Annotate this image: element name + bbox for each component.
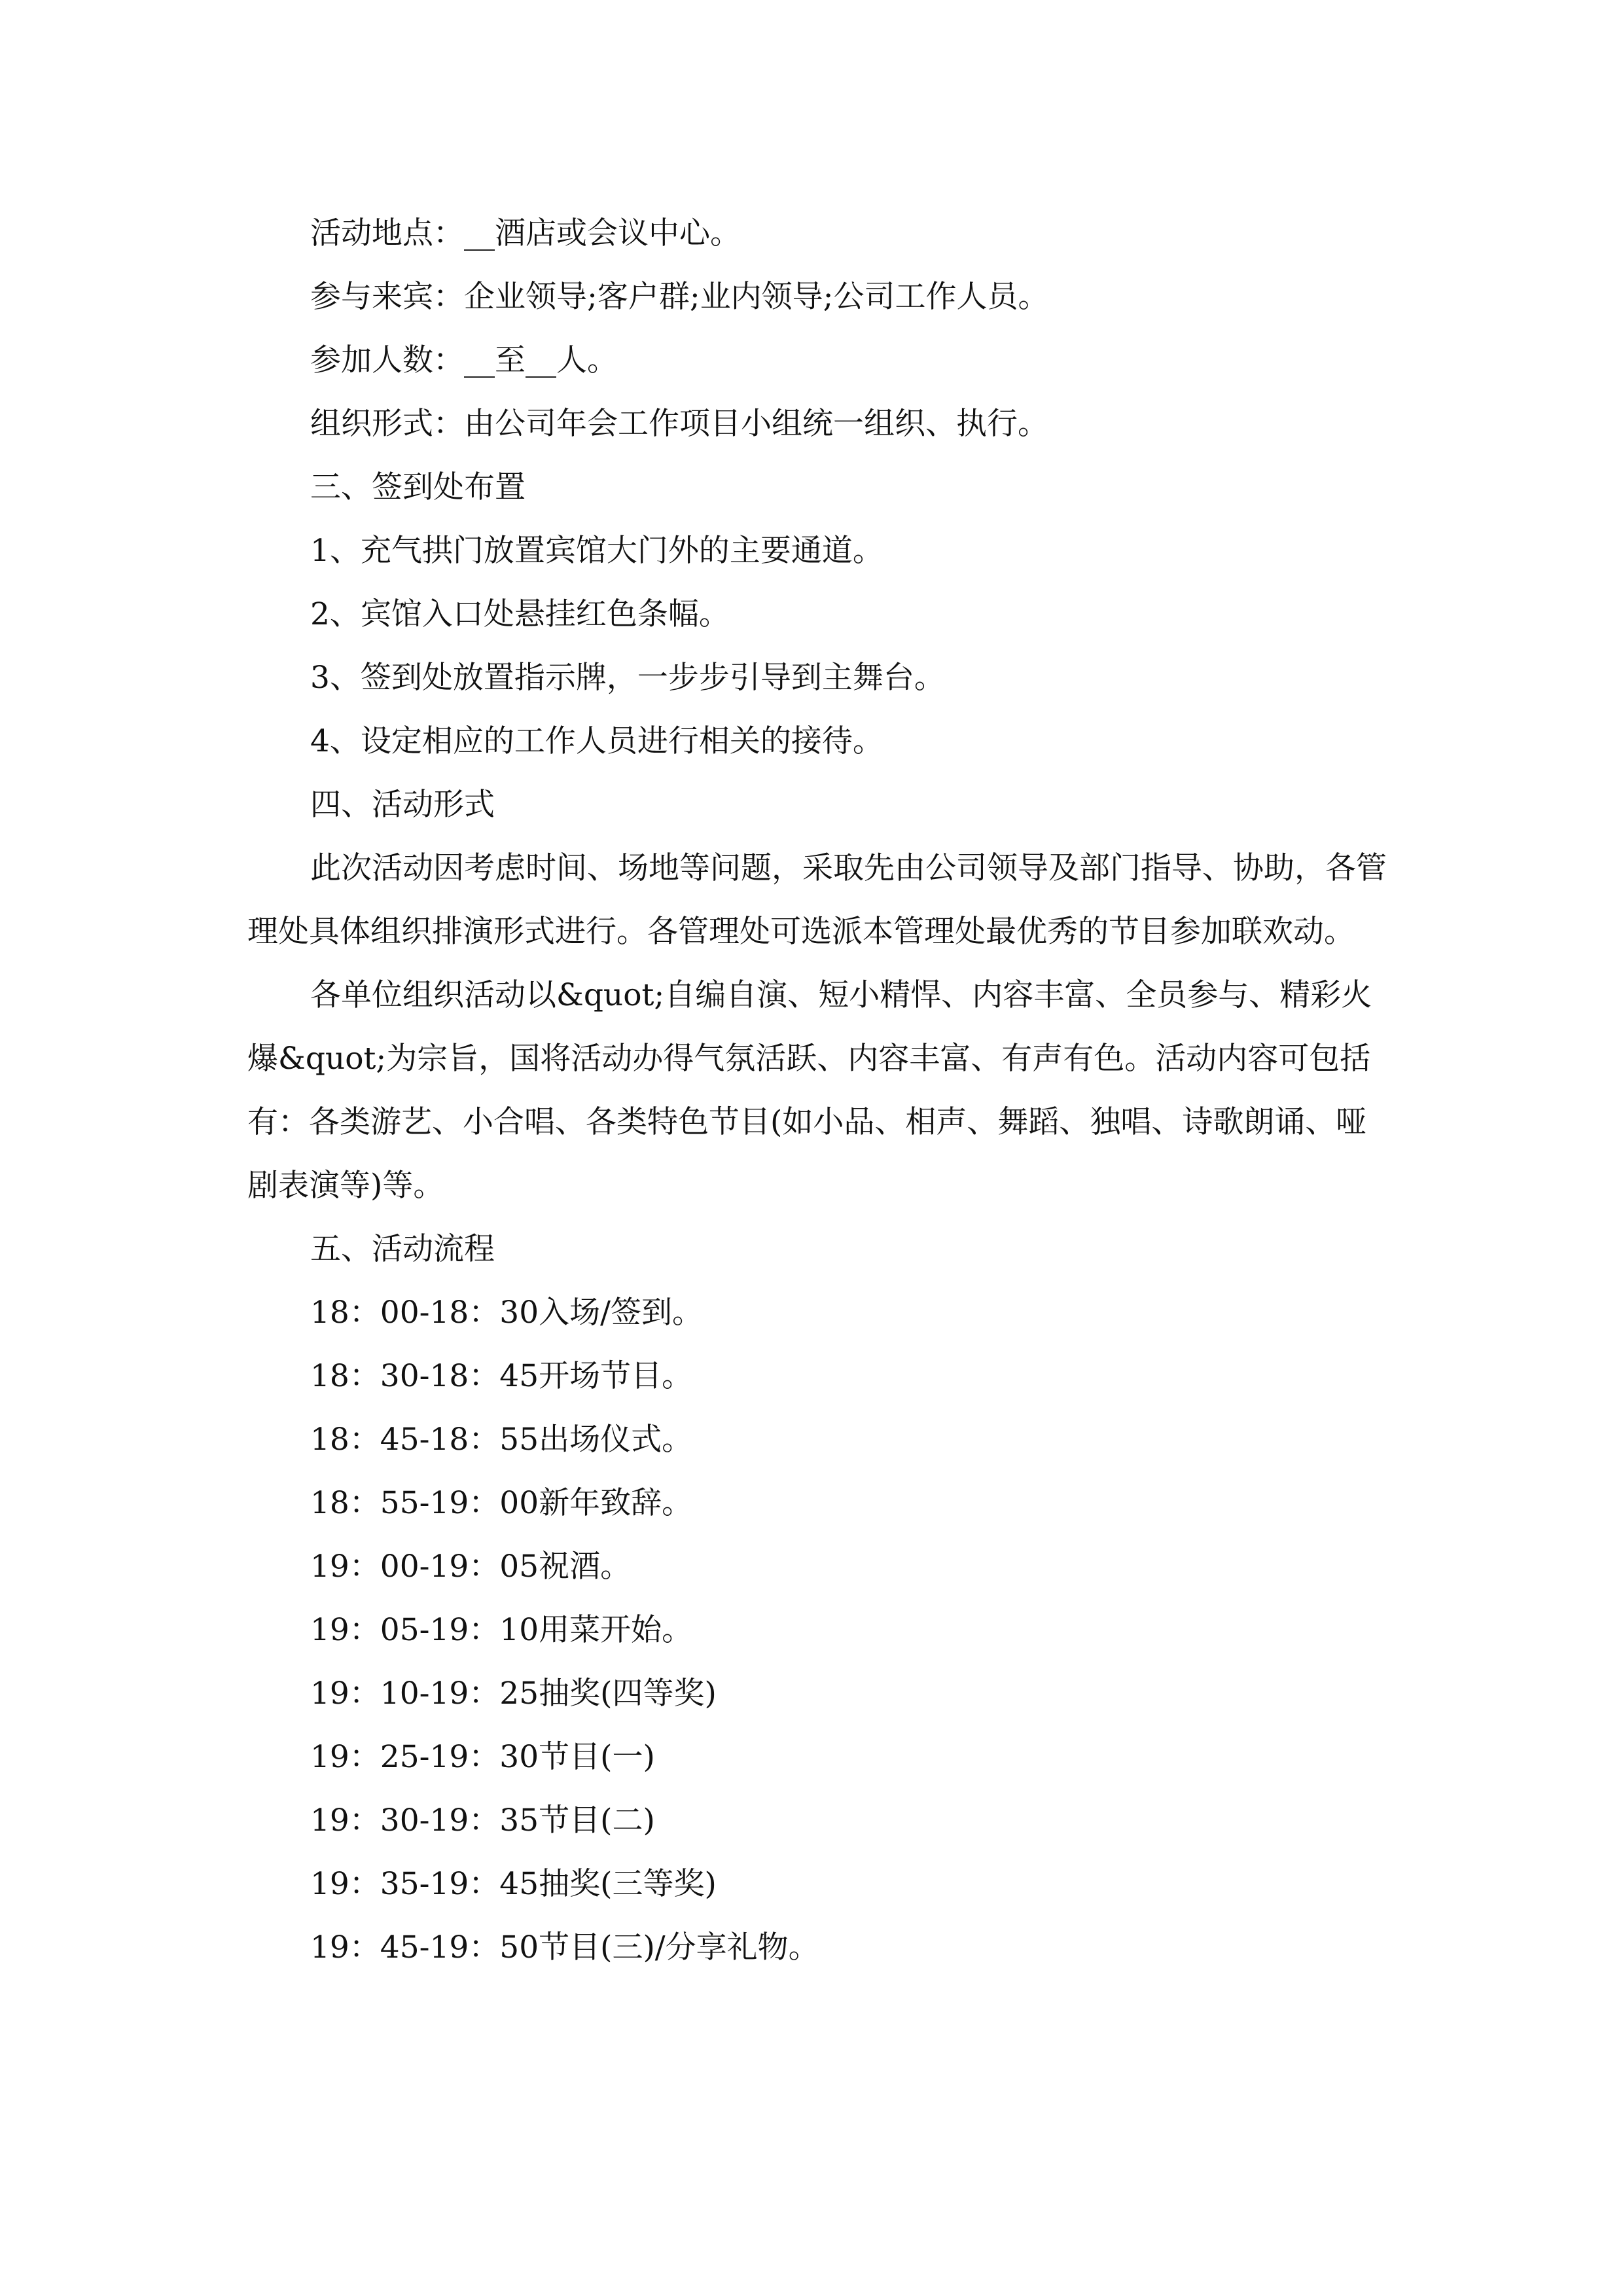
schedule-item: 19：35-19：45抽奖(三等奖) — [310, 1866, 717, 1902]
signin-item-4: 4、设定相应的工作人员进行相关的接待。 — [310, 723, 883, 759]
attendance-line: 参加人数：__至__人。 — [310, 342, 618, 378]
signin-item-3: 3、签到处放置指示牌，一步步引导到主舞台。 — [310, 660, 945, 696]
schedule-item: 19：10-19：25抽奖(四等奖) — [310, 1676, 717, 1712]
venue-line: 活动地点：__酒店或会议中心。 — [310, 215, 741, 251]
section-5-heading: 五、活动流程 — [310, 1231, 495, 1267]
schedule-item: 19：25-19：30节目(一) — [310, 1739, 655, 1775]
guests-line: 参与来宾：企业领导;客户群;业内领导;公司工作人员。 — [310, 279, 1049, 315]
signin-item-2: 2、宾馆入口处悬挂红色条幅。 — [310, 596, 730, 632]
schedule-item: 18：30-18：45开场节目。 — [310, 1358, 693, 1394]
schedule-item: 19：05-19：10用菜开始。 — [310, 1612, 693, 1648]
section-4-heading: 四、活动形式 — [310, 787, 495, 823]
document-body — [247, 202, 1387, 1979]
activity-form-paragraph-2: 各单位组织活动以&quot;自编自演、短小精悍、内容丰富、全员参与、精彩火爆&quot;为宗旨，国将活动办得气氛活跃、内容丰富、有声有色。活动内容可包括有：各类游艺、小合唱、各类特色节目(如小品、相声、舞蹈、独唱、诗歌朗诵、哑剧表演等)等。 — [247, 977, 1372, 1204]
organization-line: 组织形式：由公司年会工作项目小组统一组织、执行。 — [310, 406, 1048, 442]
signin-item-1: 1、充气拱门放置宾馆大门外的主要通道。 — [310, 533, 883, 569]
schedule-item: 18：00-18：30入场/签到。 — [310, 1295, 703, 1331]
schedule-item: 19：00-19：05祝酒。 — [310, 1549, 632, 1585]
schedule-item: 19：30-19：35节目(二) — [310, 1803, 655, 1839]
activity-form-paragraph-1: 此次活动因考虑时间、场地等问题，采取先由公司领导及部门指导、协助，各管理处具体组织排演形式进行。各管理处可选派本管理处最优秀的节目参加联欢动。 — [247, 850, 1387, 950]
schedule-item: 18：45-18：55出场仪式。 — [310, 1422, 693, 1458]
section-3-heading: 三、签到处布置 — [310, 469, 526, 505]
schedule-item: 18：55-19：00新年致辞。 — [310, 1485, 693, 1521]
schedule-item: 19：45-19：50节目(三)/分享礼物。 — [310, 1929, 819, 1965]
